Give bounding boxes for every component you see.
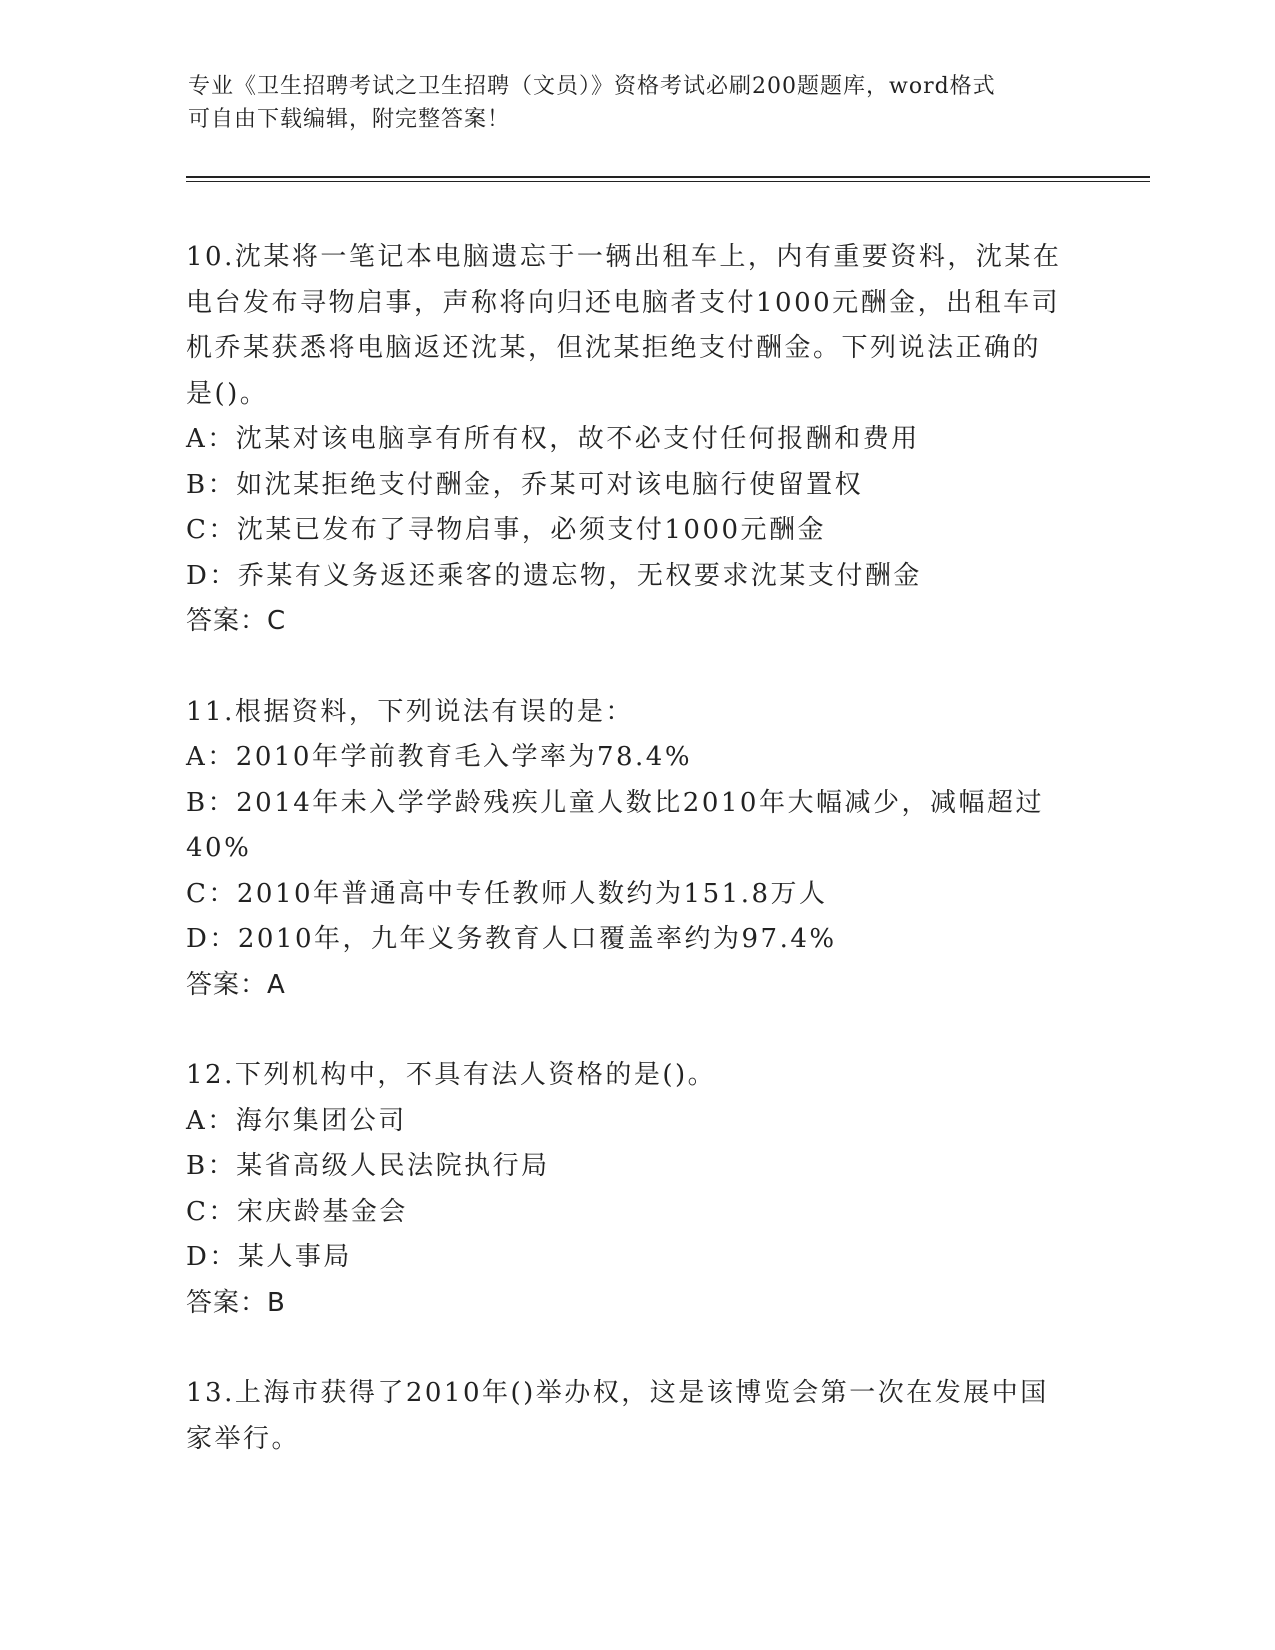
question-text-line: 10.沈某将一笔记本电脑遗忘于一辆出租车上，内有重要资料，沈某在 — [186, 242, 1062, 272]
option-b-continued: 40% — [186, 833, 252, 863]
header-divider-thick — [186, 176, 1150, 178]
question-text-line: 机乔某获悉将电脑返还沈某，但沈某拒绝支付酬金。下列说法正确的 — [186, 333, 1042, 363]
document-header — [188, 70, 1088, 136]
question-11 — [186, 690, 1086, 1009]
option-a: A：海尔集团公司 — [186, 1105, 407, 1136]
header-line-1: 专业《卫生招聘考试之卫生招聘（文员）》资格考试必刷200题题库，word格式 — [188, 74, 996, 99]
question-13 — [186, 1371, 1086, 1462]
option-d: D：乔某有义务返还乘客的遗忘物，无权要求沈某支付酬金 — [186, 560, 922, 591]
header-divider-thin — [186, 181, 1150, 182]
option-d: D：某人事局 — [186, 1242, 352, 1272]
option-c: C：宋庆龄基金会 — [186, 1196, 408, 1227]
answer-label: 答案：C — [186, 606, 287, 636]
question-text-line: 12.下列机构中，不具有法人资格的是()。 — [186, 1060, 717, 1090]
option-c: C：沈某已发布了寻物启事，必须支付1000元酬金 — [186, 515, 827, 545]
option-a: A：2010年学前教育毛入学率为78.4% — [186, 742, 693, 772]
question-text-line: 13.上海市获得了2010年()举办权，这是该博览会第一次在发展中国 — [186, 1378, 1049, 1408]
question-12 — [186, 1053, 1086, 1326]
answer-label: 答案：A — [186, 969, 286, 1000]
option-b: B：某省高级人民法院执行局 — [186, 1151, 550, 1181]
option-d: D：2010年，九年义务教育人口覆盖率约为97.4% — [186, 924, 837, 954]
question-text-line: 是()。 — [186, 378, 269, 409]
answer-label: 答案：B — [186, 1287, 286, 1318]
option-c: C：2010年普通高中专任教师人数约为151.8万人 — [186, 878, 828, 909]
question-text-line: 家举行。 — [186, 1423, 301, 1454]
question-10 — [186, 235, 1086, 645]
option-b: B：如沈某拒绝支付酬金，乔某可对该电脑行使留置权 — [186, 469, 864, 500]
question-text-line: 11.根据资料，下列说法有误的是： — [186, 696, 634, 727]
header-line-2: 可自由下载编辑，附完整答案！ — [188, 107, 511, 132]
question-list — [186, 235, 1086, 1507]
option-b: B：2014年未入学学龄残疾儿童人数比2010年大幅减少，减幅超过 — [186, 787, 1044, 818]
question-text-line: 电台发布寻物启事，声称将向归还电脑者支付1000元酬金，出租车司 — [186, 287, 1061, 318]
option-a: A：沈某对该电脑享有所有权，故不必支付任何报酬和费用 — [186, 424, 920, 454]
